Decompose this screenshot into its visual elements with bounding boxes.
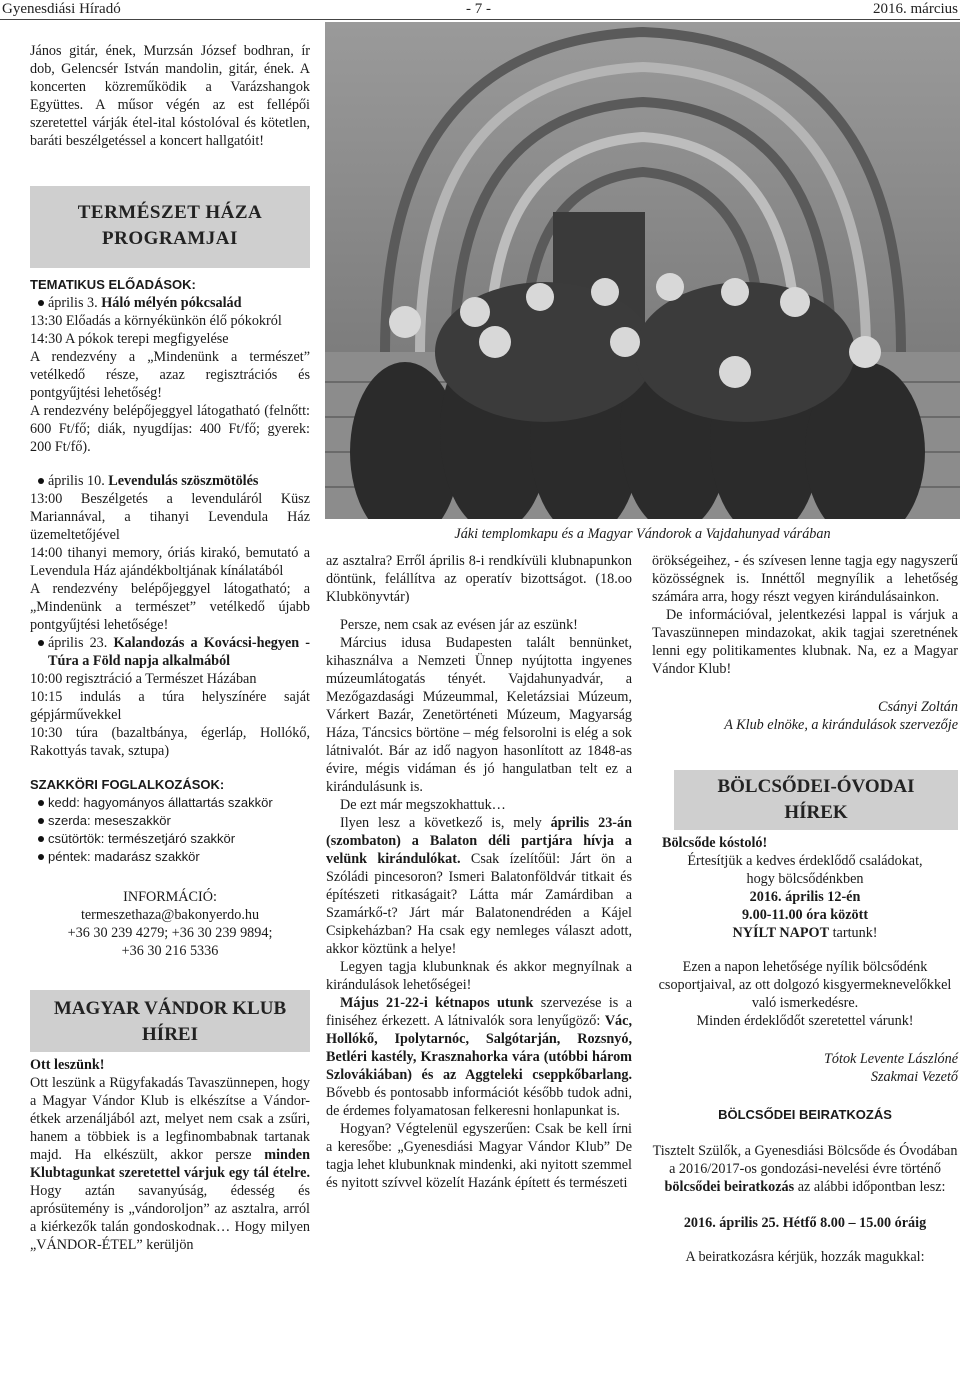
- event-1-line: 13:30 Előadás a környékünkön élő pókokról: [30, 313, 282, 329]
- event-1-line: 14:30 A pókok terepi megfigyelése: [30, 331, 229, 347]
- beiratkozas-heading: BÖLCSŐDEI BEIRATKOZÁS: [718, 1107, 892, 1122]
- paragraph: az asztalra? Erről április 8-i rendkívüli klubnapunkon döntünk, felállítva az operatív bizottságot. (18.oo Klubkönyvtár): [326, 553, 632, 605]
- paragraph: De információval, jelentkezési lappal is várjuk a Tavaszünnepen mindazokat, akik tagjai szeretnének lenni egy politikamentes klubnak. Na, ez a Magyar Vándor Klub!: [652, 607, 958, 677]
- vandor-klub-box: [30, 990, 310, 1052]
- event-2-title: április 10. Levendulás szöszmötölés: [30, 472, 310, 490]
- column-left: [30, 42, 310, 1254]
- paragraph: Hogyan? Végtelenül egyszerűen: Csak be kell írni a keresőbe: „Gyenesdiási Magyar Vándor Klub” De tagja lehet klubunknak mindenki, aki nyitott szemmel és nyitott szívvel közelít Hazánk épített és természeti: [326, 1121, 632, 1191]
- box-title-line2: PROGRAMJAI: [102, 228, 238, 249]
- club-item: péntek: madarász szakkör: [30, 848, 310, 866]
- event-3-line: 10:30 túra (bazaltbánya, égerláp, Hollókő, Rakottyás tavak, sztupa): [30, 725, 310, 759]
- notice-line: Ezen a napon lehetősége nyílik bölcsődénk csoportjaival, az ott dolgozó kisgyermeknevelőkkel való ismerkedésre.: [658, 959, 952, 1011]
- event-2-line: 13:00 Beszélgetés a levenduláról Küsz Mariannával, a tihanyi Levendula Ház üzemeltetőjével: [30, 491, 310, 543]
- signature-role: Szakmai Vezető: [870, 1069, 958, 1085]
- ott-leszunk-text: Ott leszünk a Rügyfakadás Tavaszünnepen, hogy a Magyar Vándor Klub is elkészítse a Vándor-étkek arzenáljából azt, melyet nem csak a zsűri, hanem a többiek is a legfinombabnak tartanak majd. Ha elkészült, akkor persze minden Klubtagunkat szeretettel várjuk egy tál ételre. Hogy aztán savanyúság, édesség és aprósütemény is „vándoroljon” az asztalra, arról a kiérkezők talán gondoskodnak… Hogy milyen „VÁNDOR-ÉTEL” kerüljön: [30, 1075, 310, 1253]
- notice-line: NYÍLT NAPOT tartunk!: [732, 925, 878, 941]
- szakkori-heading: SZAKKÖRI FOGLALKOZÁSOK:: [30, 777, 225, 792]
- paragraph: Ilyen lesz a következő is, mely április 23-án (szombaton) a Balaton déli partjára hívja a velünk kirándulókat. Csak ízelítőül: Járt ön a Szóládi pincesoron? Ismeri Balatonföldvár titkait és építészeti ritkaságait? Látta már Zamárdiban a Szamárkő-t? Járt már Balatonendréden a Kájel Csipkeházban? Ha csak egy nemleges választ adott, akkor köztünk a helye!: [326, 815, 632, 957]
- notice-date: 2016. április 12-én: [749, 889, 861, 905]
- page-header: [0, 0, 960, 20]
- church-group-photo: [325, 22, 960, 519]
- signature-name: Tótok Levente Lászlóné: [824, 1051, 958, 1067]
- info-title: INFORMÁCIÓ:: [123, 889, 217, 905]
- termeszet-haza-box: [30, 186, 310, 268]
- event-2-line: A rendezvény belépőjeggyel látogatható; a „Mindenünk a természet” vetélkedő újabb pontgyűjtési lehetősége!: [30, 581, 310, 633]
- event-3-line: 10:15 indulás a túra helyszínére saját gépjárművekkel: [30, 689, 310, 723]
- box-title-line2: HÍREK: [784, 802, 848, 823]
- signature-name: Csányi Zoltán: [877, 699, 958, 715]
- signature-role: A Klub elnöke, a kirándulások szervezője: [724, 717, 958, 733]
- beiratkozas-text: Tisztelt Szülők, a Gyenesdiási Bölcsőde és Óvodában a 2016/2017-os gondozási-nevelési évre történő bölcsődei beiratkozás az alábbi időpontban lesz:: [652, 1143, 958, 1195]
- paragraph: De ezt már megszokhattuk…: [340, 797, 506, 813]
- info-phone: +36 30 239 4279; +36 30 239 9894;: [67, 925, 273, 941]
- box-title-line1: TERMÉSZET HÁZA: [77, 202, 263, 223]
- club-item: kedd: hagyományos állattartás szakkör: [30, 794, 310, 812]
- notice-line: Értesítjük a kedves érdeklődő családokat,: [687, 853, 923, 869]
- box-title-line1: MAGYAR VÁNDOR KLUB: [53, 998, 287, 1019]
- event-1-title: április 3. Háló mélyén pókcsalád: [30, 294, 310, 312]
- notice-line: Minden érdeklődőt szeretettel várunk!: [696, 1013, 914, 1029]
- event-3-title: április 23. Kalandozás a Kovácsi-hegyen - Túra a Föld napja alkalmából: [30, 634, 310, 670]
- event-1-line: A rendezvény belépőjeggyel látogatható (felnőtt: 600 Ft/fő; diák, nyugdíjas: 400 Ft/fő; gyerek: 200 Ft/fő).: [30, 403, 310, 455]
- column-right: [652, 552, 958, 1266]
- event-2-line: 14:00 tihanyi memory, óriás kirakó, bemutató a Levendula Ház ajándékboltjának kínálatából: [30, 545, 310, 579]
- paragraph: Legyen tagja klubunknak és akkor megnyílnak a kirándulások lehetőségei!: [326, 959, 632, 993]
- beiratkozas-date: 2016. április 25. Hétfő 8.00 – 15.00 óráig: [683, 1215, 927, 1231]
- paragraph: Persze, nem csak az evésen jár az eszünk!: [340, 617, 578, 633]
- concert-intro: János gitár, ének, Murzsán József bodhran, ír dob, Gelencsér István mandolin, gitár, ének. A koncerten közreműködik a Varázshangok Együttes. A műsor végén az est fellépői szeretettel várják étel-ital kóstolóval és kötetlen, baráti beszélgetéssel a koncert hallgatóit!: [30, 43, 310, 149]
- tematikus-heading: TEMATIKUS ELŐADÁSOK:: [30, 277, 196, 292]
- event-3-line: 10:00 regisztráció a Természet Házában: [30, 671, 257, 687]
- box-title-line1: BÖLCSŐDEI-ÓVODAI: [717, 776, 915, 797]
- bolcsodei-box: [674, 770, 958, 830]
- ott-leszunk-heading: Ott leszünk!: [30, 1057, 105, 1073]
- notice-line: hogy bölcsődénkben: [746, 871, 864, 887]
- beiratkozas-last: A beiratkozásra kérjük, hozzák magukkal:: [685, 1249, 925, 1265]
- header-rule: [0, 19, 960, 20]
- kostolo-heading: Bölcsőde kóstoló!: [662, 835, 768, 851]
- paragraph: örökségeihez, - és szívesen lenne tagja egy nagyszerű közösségnek is. Innéttől megnyílik a lehetőség számára arra, hogy részt vegyen kirándulásainkon.: [652, 553, 958, 605]
- event-1-line: A rendezvény a „Mindenünk a természet” vetélkedő része, azaz regisztrációs és pontgyűjtési lehetőség!: [30, 349, 310, 401]
- paragraph: Május 21-22-i kétnapos utunk szervezése is a finiséhez érkezett. A látnivalók sora lenyűgöző: Vác, Hollókő, Ipolytarnóc, Salgótarján, Rozsnyó, Betléri kastély, Krasznahorka vára (utóbbi három Szlovákiában) és az Aggteleki cseppkőbarlang. Bővebb és pontosabb információt később tudok adni, de érdemes folyamatosan felkeresni honlapunkat is.: [326, 995, 633, 1119]
- club-item: csütörtök: természetjáró szakkör: [30, 830, 310, 848]
- issue-date: 2016. március: [873, 1, 958, 17]
- box-title-line2: HÍREI: [142, 1024, 198, 1045]
- paragraph: Március idusa Budapesten talált bennünket, kihasználva a Nemzeti Ünnep nyújtotta ingyenes múzeumlátogatás tényét. Vajdahunyadvár, a Mezőgazdasági Múzeummal, Keletázsiai Múzeum, Várkert Bazár, Zenetörténeti Múzeum, Magyarság Háza, Táncsics börtöne – még felsorolni is elég a sok látnivalót. Bár az idő nagyon hasonlított az 1848-as évire, mégis vidáman és jó hangulatban telt ez a kirándulásunk is.: [326, 635, 632, 795]
- info-email: termeszethaza@bakonyerdo.hu: [80, 907, 260, 923]
- club-item: szerda: meseszakkör: [30, 812, 310, 830]
- church-portal-image: [325, 22, 960, 519]
- notice-time: 9.00-11.00 óra között: [741, 907, 869, 923]
- page-number: - 7 -: [466, 1, 491, 17]
- photo-caption: Jáki templomkapu és a Magyar Vándorok a Vajdahunyad várában: [454, 526, 831, 542]
- publication-title: Gyenesdiási Híradó: [2, 1, 121, 17]
- column-middle: [326, 552, 632, 1192]
- info-phone: +36 30 216 5336: [121, 943, 219, 959]
